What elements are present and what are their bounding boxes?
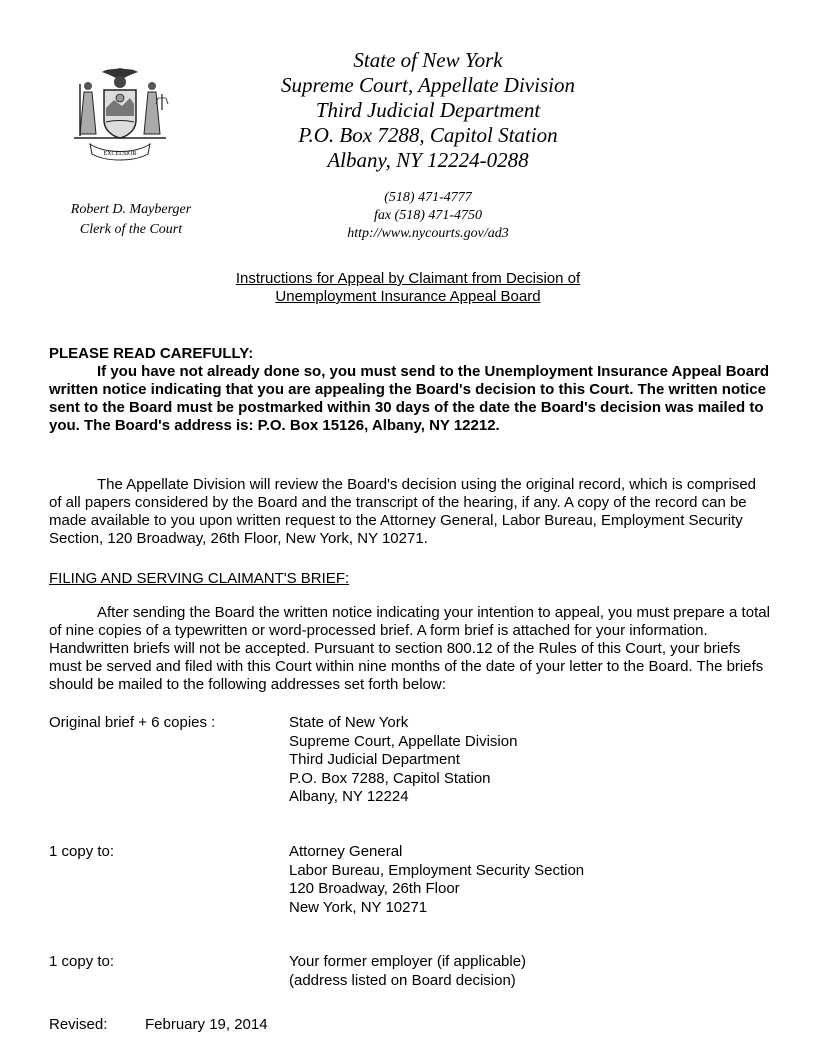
address-line: 120 Broadway, 26th Floor	[289, 880, 460, 897]
court-fax: fax (518) 471-4750	[373, 208, 483, 223]
address-label: 1 copy to:	[49, 953, 115, 970]
court-header	[250, 48, 606, 243]
address-line: New York, NY 10271	[289, 898, 428, 916]
address-line: P.O. Box 7288, Capitol Station	[289, 769, 491, 787]
filing-brief-heading: FILING AND SERVING CLAIMANT'S BRIEF:	[49, 570, 350, 587]
clerk-name: Robert D. Mayberger	[70, 202, 192, 217]
court-city: Albany, NY 12224-0288	[327, 148, 529, 172]
address-lines	[289, 953, 769, 990]
address-line: (address listed on Board decision)	[289, 971, 516, 989]
document-title	[150, 270, 666, 306]
revision-label: Revised:	[49, 1016, 108, 1033]
filing-brief-paragraph: After sending the Board the written notice indicating your intention to appeal, you must prepare a total of nine copies of a typewritten or word-processed brief. A form brief is attached for your information. Handwritten briefs will not be accepted. Pursuant to section 800.12 of the Rules of this Court, your briefs must be served and filed with this Court within nine months of the date of your letter to the Board. The briefs should be mailed to the following addresses set forth below:	[49, 604, 770, 693]
address-line: Albany, NY 12224	[289, 788, 409, 805]
seal-graphic	[64, 64, 176, 164]
read-carefully-heading: PLEASE READ CAREFULLY:	[49, 345, 254, 362]
court-name: Supreme Court, Appellate Division	[281, 73, 575, 97]
address-line: Your former employer (if applicable)	[289, 953, 527, 970]
address-label: Original brief + 6 copies :	[49, 714, 216, 731]
address-lines	[289, 714, 769, 807]
svg-text:EXCELSIOR: EXCELSIOR	[103, 151, 137, 157]
clerk-block	[56, 200, 206, 240]
appeal-notice-paragraph: If you have not already done so, you must send to the Unemployment Insurance Appeal Board written notice indicating that you are appealing the Board's decision to this Court. The written notice sent to the Board must be postmarked within 30 days of the date the Board's decision was mailed to you. The Board's address is: P.O. Box 15126, Albany, NY 12212.	[49, 363, 770, 434]
revision-date	[49, 1016, 268, 1034]
court-department: Third Judicial Department	[315, 98, 541, 122]
new-york-state-seal-icon	[64, 64, 176, 164]
address-line: State of New York	[289, 714, 409, 731]
address-line: Labor Bureau, Employment Security Section	[289, 861, 585, 879]
clerk-title: Clerk of the Court	[79, 222, 183, 237]
court-contact	[250, 189, 606, 243]
court-po-box: P.O. Box 7288, Capitol Station	[298, 123, 558, 147]
record-review-paragraph: The Appellate Division will review the Board's decision using the original record, which is comprised of all papers considered by the Board and the transcript of the hearing, if any. A copy of the record can be made available to you upon written request to the Attorney General, Labor Bureau, Employment Security Section, 120 Broadway, 26th Floor, New York, NY 10271.	[49, 476, 757, 547]
address-line: Attorney General	[289, 843, 403, 860]
court-phone: (518) 471-4777	[384, 190, 472, 205]
court-state: State of New York	[353, 48, 503, 72]
document-title-line-2: Unemployment Insurance Appeal Board	[275, 288, 541, 305]
document-title-line-1: Instructions for Appeal by Claimant from Decision of	[235, 270, 581, 287]
address-lines	[289, 843, 769, 917]
address-line: Third Judicial Department	[289, 751, 460, 768]
address-line: Supreme Court, Appellate Division	[289, 732, 518, 750]
court-website-link[interactable]: http://www.nycourts.gov/ad3	[347, 226, 509, 241]
revision-date-value: February 19, 2014	[145, 1016, 268, 1033]
address-label: 1 copy to:	[49, 843, 115, 860]
